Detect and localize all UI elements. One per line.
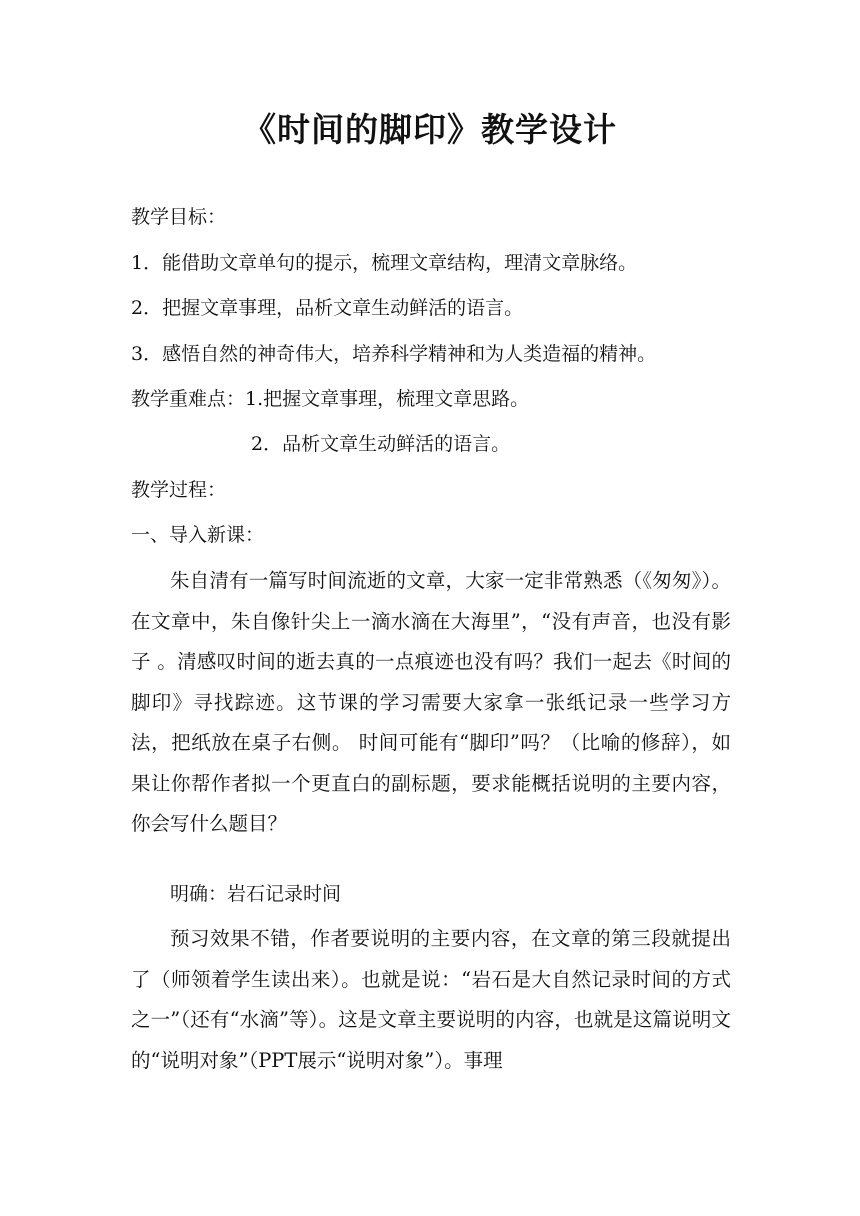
key-points-line-2: 2．品析文章生动鲜活的语言。 bbox=[251, 433, 511, 455]
key-points-line-1: 教学重难点：1.把握文章事理，梳理文章思路。 bbox=[131, 388, 530, 410]
preview-paragraph: 预习效果不错，作者要说明的主要内容，在文章的第三段就提出了（师领着学生读出来）。也就是说：“岩石是大自然记录时间的方式之一”（还有“水滴”等）。这是文章主要说明的内容，也就是这篇说明文的“说明对象”（PPT展示“说明对象”）。事理 bbox=[131, 927, 731, 1072]
intro-paragraph: 朱自清有一篇写时间流逝的文章，大家一定非常熟悉（《匆匆》）。在文章中，朱自像针尖上一滴水滴在大海里”，“没有声音，也没有影子 。清感叹时间的逝去真的一点痕迹也没有吗？我们一起去《时间的脚印》寻找踪迹。这节课的学习需要大家拿一张纸记录一些学习方法，把纸放在桌子右侧。 时间可能有“脚印”吗？（比喻的修辞），如果让你帮作者拟一个更直白的副标题，要求能概括说明的主要内容，你会写什么题目？ bbox=[131, 569, 731, 835]
objective-item-1: 1．能借助文章单句的提示，梳理文章结构，理清文章脉络。 bbox=[131, 252, 638, 274]
objective-item-3: 3．感悟自然的神奇伟大，培养科学精神和为人类造福的精神。 bbox=[131, 343, 657, 365]
document-title: 《时间的脚印》教学设计 bbox=[243, 110, 617, 149]
section-one-heading: 一、导入新课： bbox=[131, 524, 265, 546]
objectives-heading: 教学目标： bbox=[131, 206, 227, 228]
process-heading: 教学过程： bbox=[131, 479, 227, 501]
objective-item-2: 2．把握文章事理，品析文章生动鲜活的语言。 bbox=[131, 297, 524, 319]
clarify-line: 明确：岩石记录时间 bbox=[170, 883, 342, 905]
